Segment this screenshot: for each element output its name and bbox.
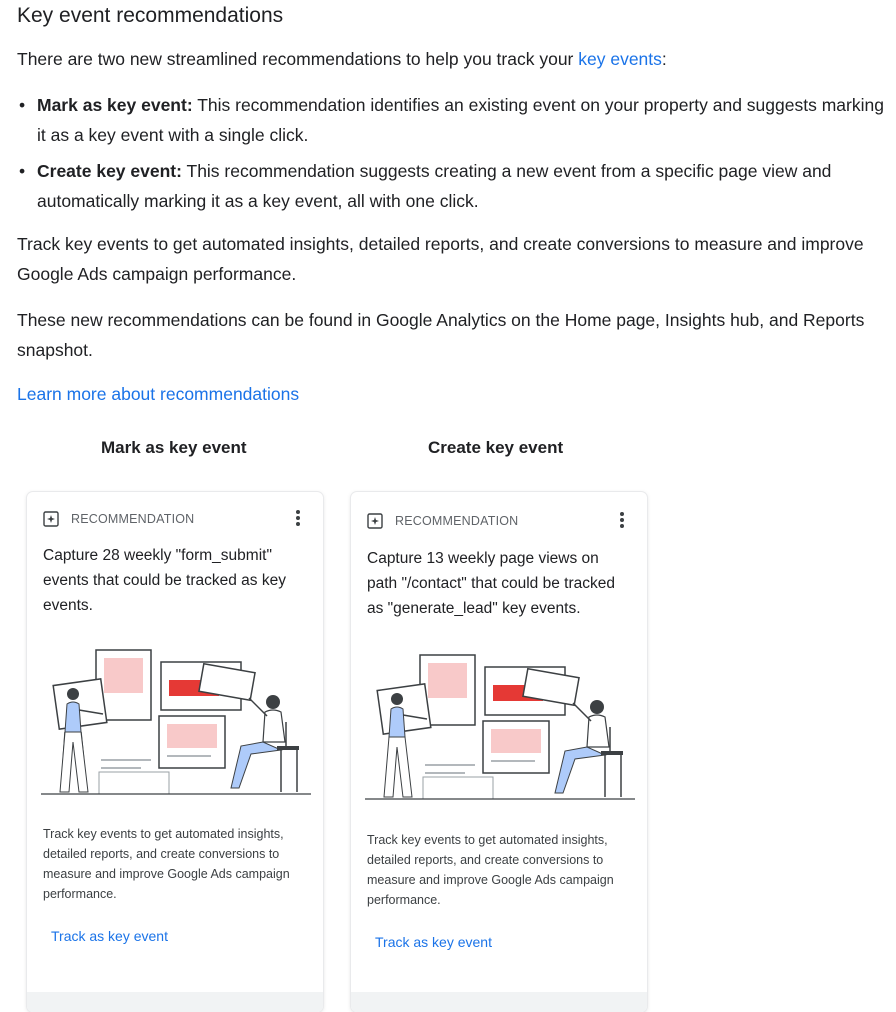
- sparkle-box-icon: [367, 513, 383, 529]
- column-title-create-key-event: Create key event: [428, 438, 564, 457]
- recommendation-label: RECOMMENDATION: [71, 512, 195, 526]
- bullet-term: Mark as key event:: [37, 95, 193, 115]
- key-event-illustration: [41, 642, 311, 802]
- intro-text: There are two new streamlined recommendations to help you track your: [17, 49, 579, 69]
- card-footer: [27, 992, 323, 1012]
- card-title: Capture 28 weekly "form_submit" events that could be tracked as key events.: [43, 547, 286, 614]
- card-description: Track key events to get automated insights, detailed reports, and create conversions to measure and improve Google Ads campaign performance.: [367, 833, 614, 907]
- bullet-text: This recommendation identifies an existing event on your property and suggests marking it as a key event with a single click.: [37, 95, 884, 145]
- recommendation-card-create-key-event: [351, 492, 647, 1012]
- bullet-text: This recommendation suggests creating a new event from a specific page view and automatically marking it as a key event, all with one click.: [37, 161, 832, 211]
- key-events-link[interactable]: key events: [578, 49, 662, 69]
- bullet-term: Create key event:: [37, 161, 182, 181]
- recommendation-card-mark-key-event: [27, 492, 323, 1012]
- section-heading: Key event recommendations: [17, 4, 284, 27]
- key-event-illustration: [365, 647, 635, 807]
- location-paragraph: These new recommendations can be found in Google Analytics on the Home page, Insights hub, and Reports snapshot.: [17, 310, 865, 360]
- track-as-key-event-button[interactable]: Track as key event: [375, 934, 492, 950]
- more-vert-icon[interactable]: [293, 508, 303, 530]
- bullet-mark-key-event: [17, 90, 889, 150]
- bullet-create-key-event: [17, 156, 889, 216]
- recommendation-bullet-list: [17, 90, 889, 222]
- intro-paragraph: [17, 44, 889, 74]
- card-header: [367, 512, 635, 532]
- learn-more-link[interactable]: Learn more about recommendations: [17, 384, 300, 404]
- column-title-mark-key-event: Mark as key event: [101, 438, 247, 457]
- card-footer: [351, 992, 647, 1012]
- recommendation-label: RECOMMENDATION: [395, 514, 519, 528]
- card-title: Capture 13 weekly page views on path "/contact" that could be tracked as "generate_lead" key events.: [367, 550, 615, 617]
- sparkle-box-icon: [43, 511, 59, 527]
- more-vert-icon[interactable]: [617, 510, 627, 532]
- bullet-dot: •: [19, 95, 26, 115]
- bullet-dot: •: [19, 161, 26, 181]
- intro-suffix: :: [661, 49, 667, 69]
- card-description: Track key events to get automated insights, detailed reports, and create conversions to measure and improve Google Ads campaign performance.: [43, 827, 290, 901]
- benefits-paragraph: Track key events to get automated insights, detailed reports, and create conversions to measure and improve Google Ads campaign performance.: [17, 234, 864, 284]
- track-as-key-event-button[interactable]: Track as key event: [51, 928, 168, 944]
- card-header: [43, 510, 311, 530]
